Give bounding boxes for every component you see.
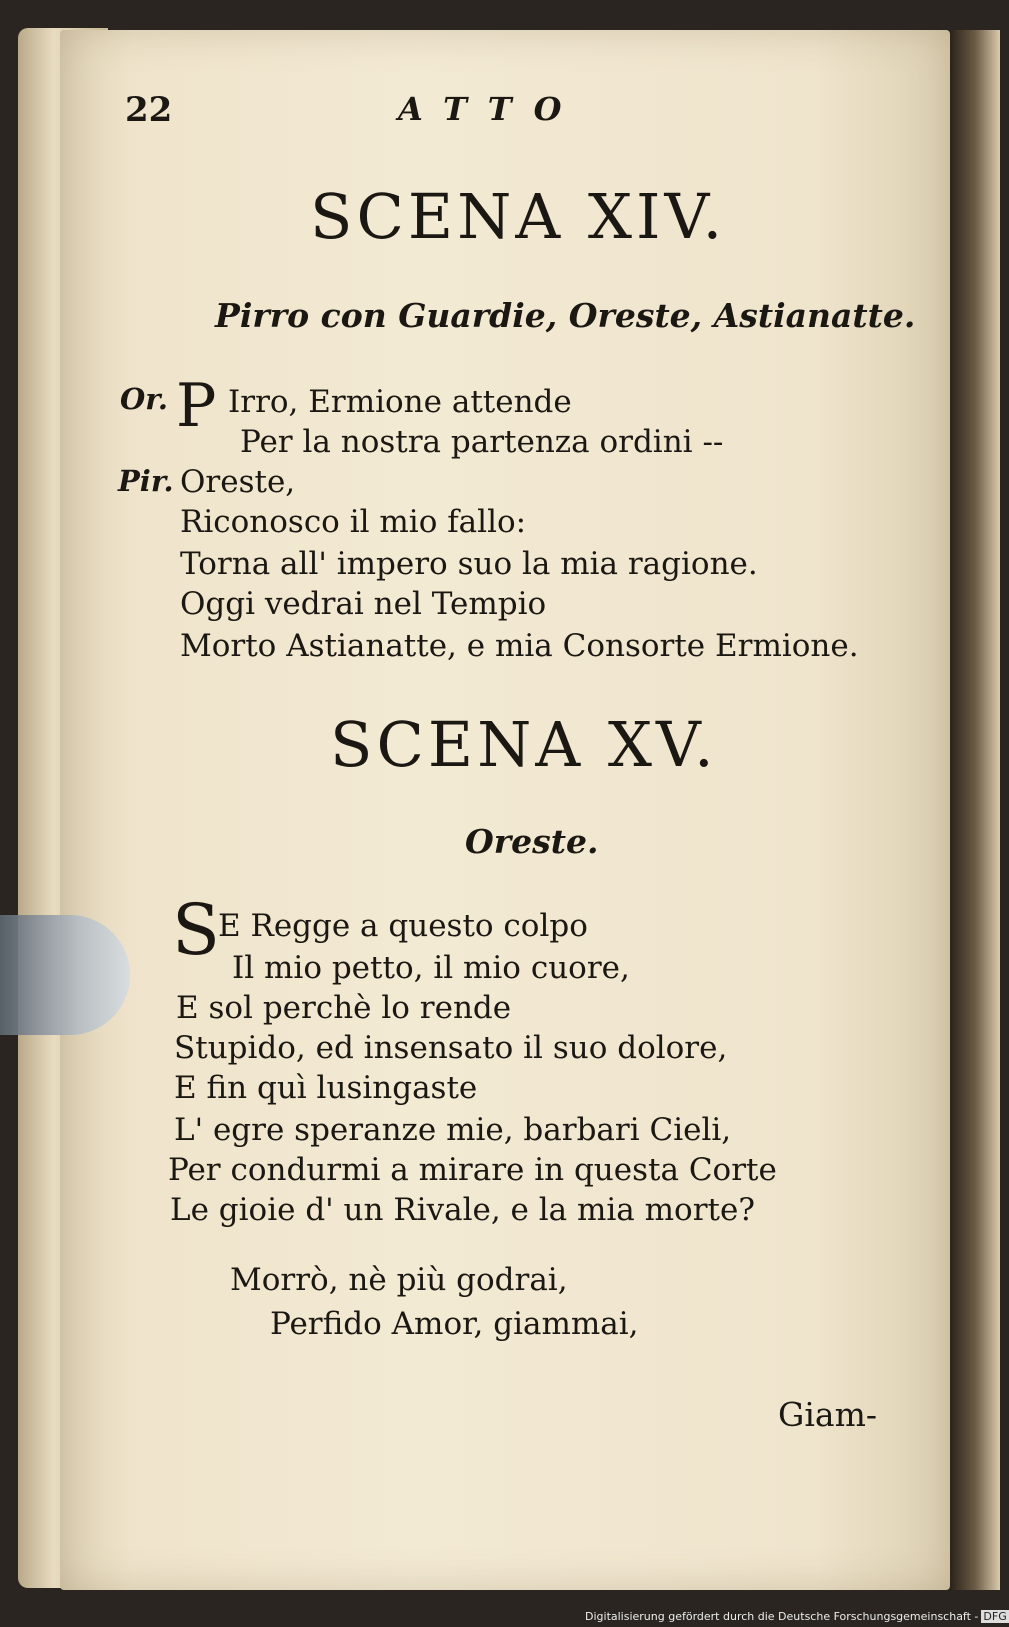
- verse-line: Il mio petto, il mio cuore,: [232, 950, 630, 986]
- verse-line: Oreste,: [180, 464, 296, 500]
- credit-text: Digitalisierung gefördert durch die Deutsche Forschungsgemeinschaft -: [585, 1610, 979, 1623]
- running-head: ATTO: [398, 90, 584, 128]
- verse-line: Oggi vedrai nel Tempio: [180, 586, 547, 622]
- speaker-label: Or.: [120, 382, 168, 416]
- drop-cap: S: [172, 889, 220, 971]
- verse-line: Riconosco il mio fallo:: [180, 504, 527, 540]
- verse-line: L' egre speranze mie, barbari Cieli,: [174, 1112, 732, 1148]
- page-number: 22: [125, 90, 173, 130]
- scene-xiv-title: SCENA XIV.: [310, 180, 727, 253]
- verse-line: E sol perchè lo rende: [176, 990, 512, 1026]
- digitization-credit: [585, 1610, 1009, 1623]
- scene-xv-cast: Oreste.: [465, 822, 599, 861]
- verse-line: Per condurmi a mirare in questa Corte: [168, 1152, 777, 1188]
- verse-line: E Regge a questo colpo: [218, 908, 588, 944]
- verse-line: Perfido Amor, giammai,: [270, 1306, 639, 1342]
- verse-line: Irro, Ermione attende: [228, 384, 572, 420]
- verse-line: Torna all' impero suo la mia ragione.: [180, 546, 758, 582]
- dfg-logo: DFG: [983, 1610, 1007, 1623]
- scene-xv-title: SCENA XV.: [330, 708, 718, 781]
- verse-line: Stupido, ed insensato il suo dolore,: [174, 1030, 728, 1066]
- scene-xiv-cast: Pirro con Guardie, Oreste, Astianatte.: [215, 296, 916, 335]
- book-spine-shadow: [950, 30, 1000, 1590]
- verse-line: E fin quì lusingaste: [174, 1070, 478, 1106]
- verse-line: Per la nostra partenza ordini --: [240, 424, 724, 460]
- book-page: [60, 30, 950, 1590]
- verse-line: Morrò, nè più godrai,: [230, 1262, 568, 1298]
- catchword: Giam-: [778, 1395, 878, 1434]
- verse-line: Morto Astianatte, e mia Consorte Ermione.: [180, 628, 859, 664]
- verse-line: Le gioie d' un Rivale, e la mia morte?: [170, 1192, 755, 1228]
- speaker-label: Pir.: [118, 464, 174, 498]
- page-clip: [0, 915, 130, 1035]
- drop-cap: P: [176, 371, 217, 441]
